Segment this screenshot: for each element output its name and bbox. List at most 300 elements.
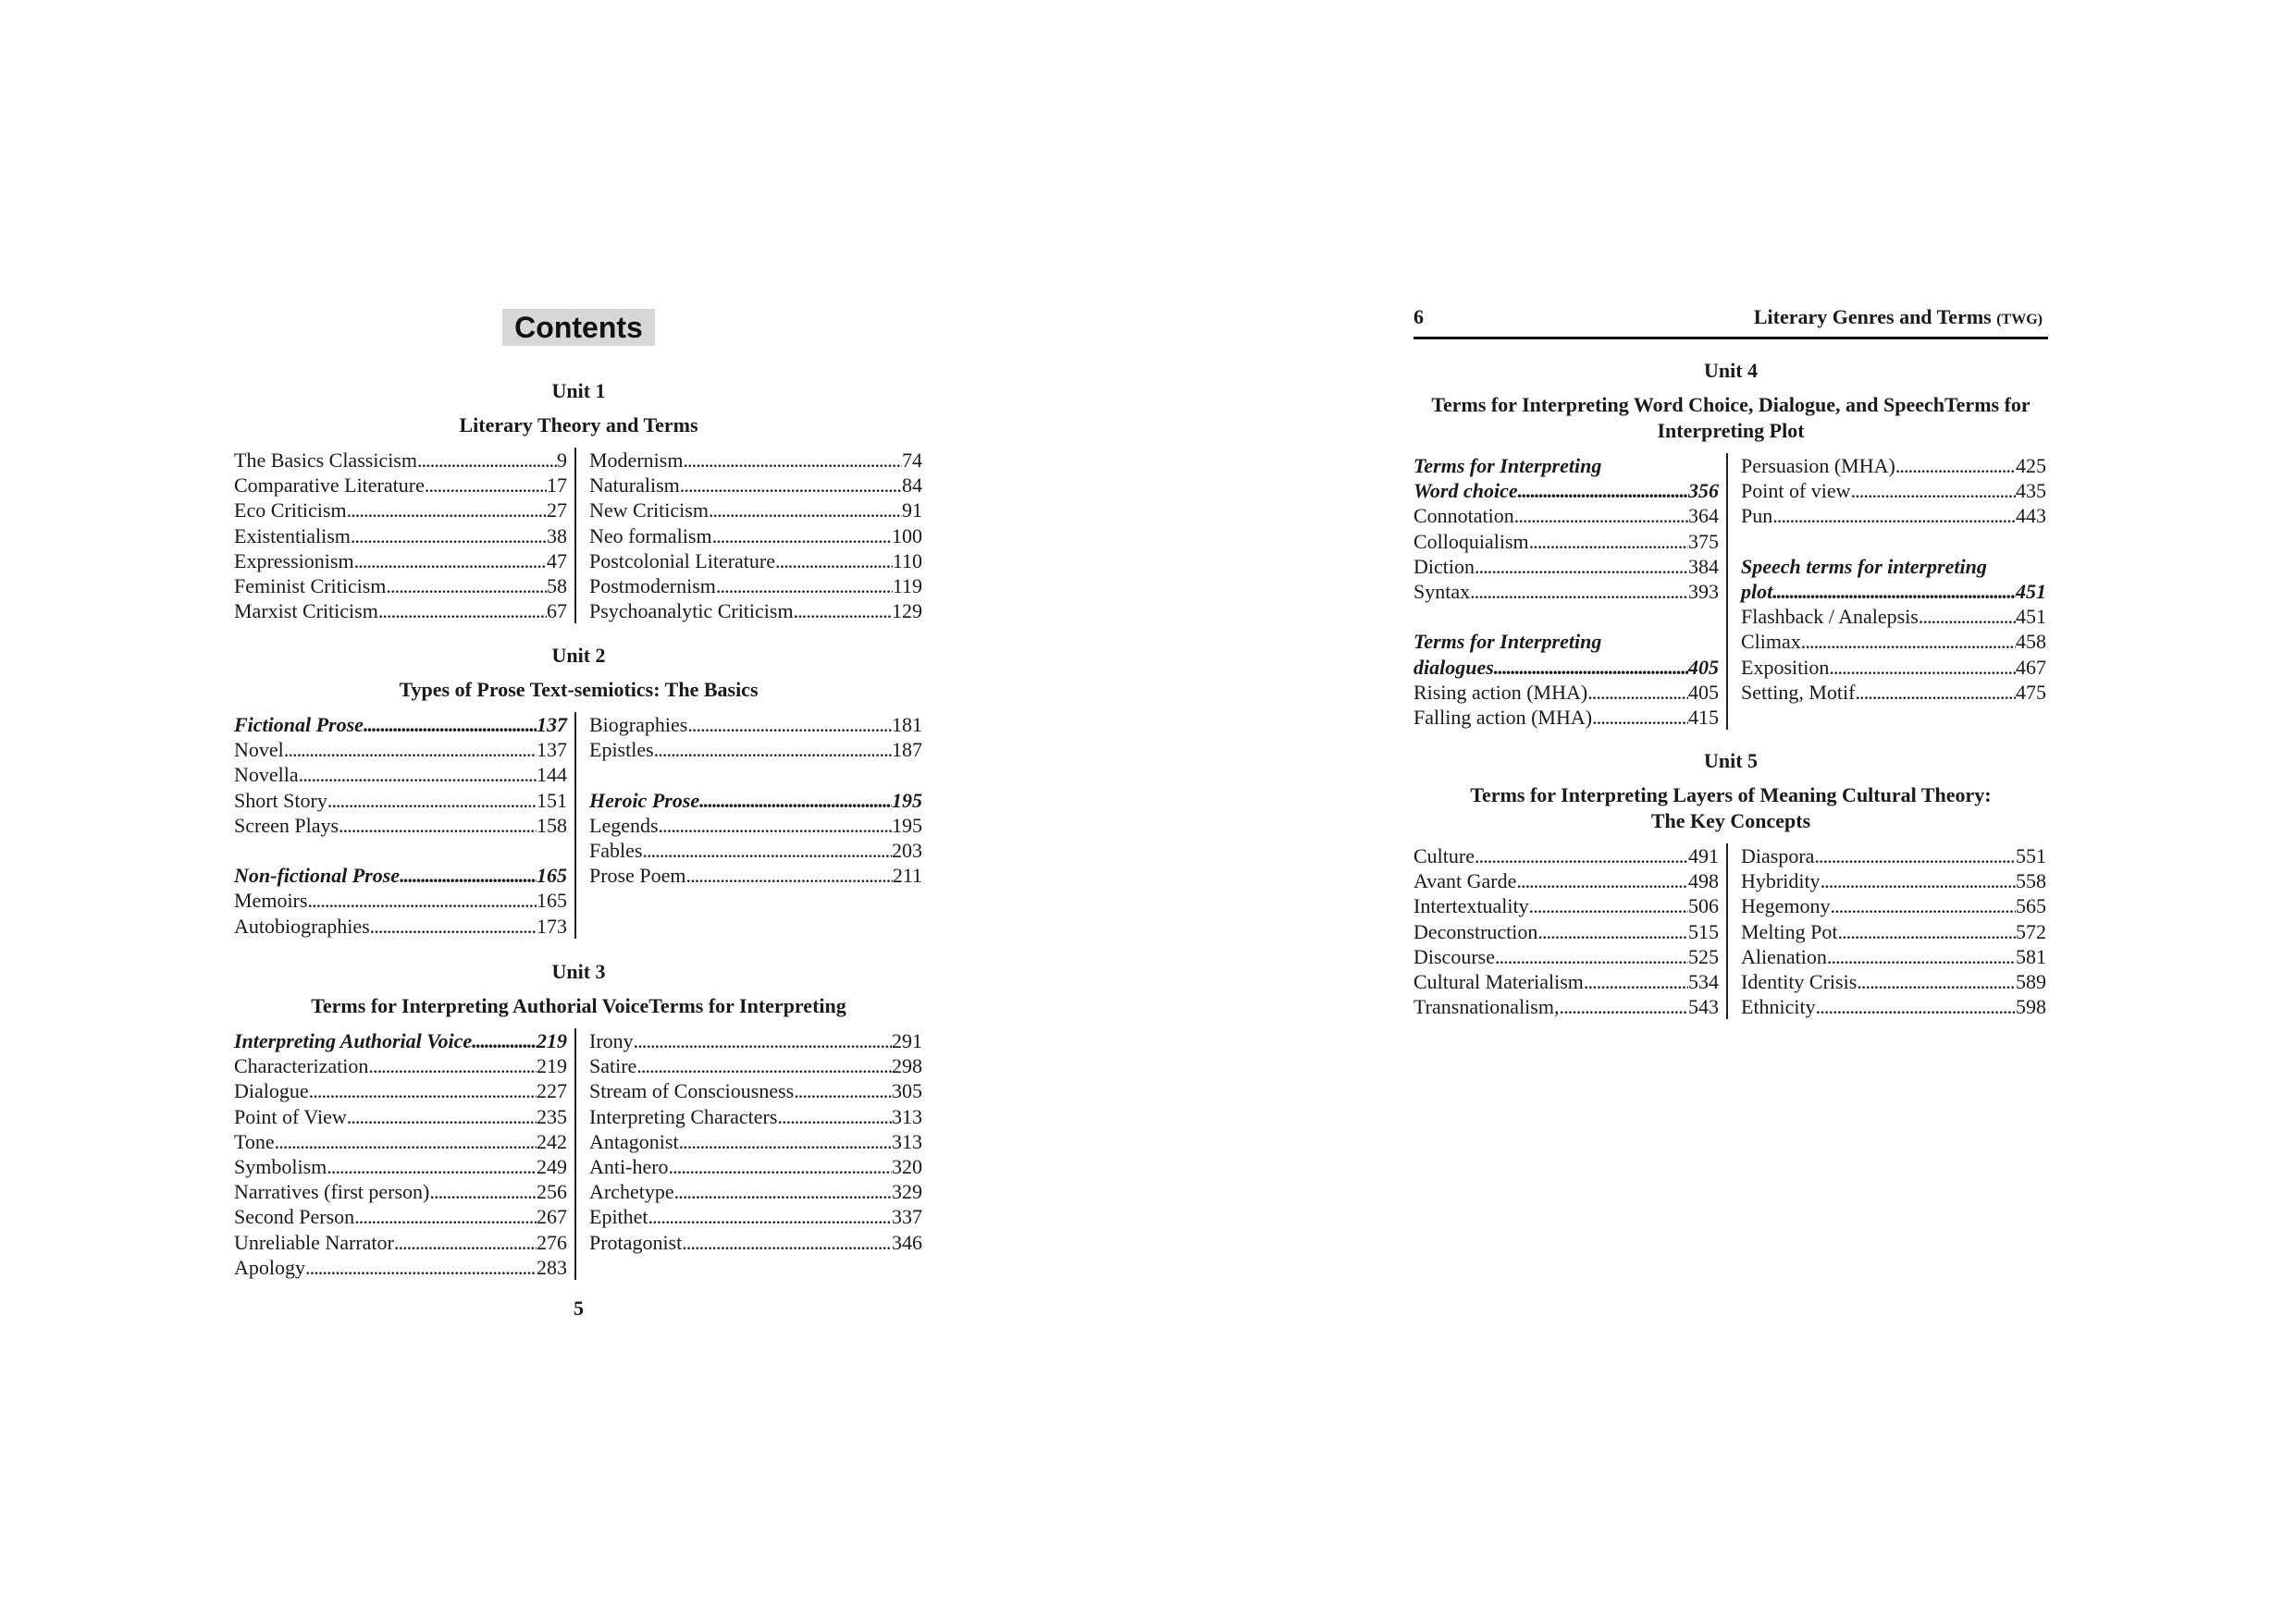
toc-page-number: 572 (2016, 919, 2046, 943)
toc-entry-title: Eco Criticism (234, 498, 347, 523)
toc-entry-title: Narratives (first person) (234, 1180, 430, 1204)
toc-page-number: 375 (1688, 529, 1719, 553)
toc-entry-title: plot (1741, 579, 1773, 603)
toc-page-number: 235 (537, 1104, 567, 1128)
dot-leader (1829, 655, 2016, 680)
toc-page-number: 384 (1688, 554, 1719, 578)
unit-3-toc (234, 1028, 923, 1280)
dot-leader (1816, 994, 2016, 1019)
toc-page-number: 291 (892, 1029, 922, 1052)
toc-entry-title: Short Story (234, 788, 327, 812)
toc-entry-title: Protagonist (589, 1230, 683, 1254)
toc-entry-title: Transnationalism, (1413, 995, 1560, 1019)
toc-entry-title: Rising action (MHA) (1413, 680, 1588, 704)
toc-entry (589, 1129, 922, 1154)
toc-entry-title: Novel (234, 738, 284, 762)
toc-page-number: 173 (537, 914, 567, 938)
toc-entry (234, 838, 567, 863)
toc-entry-title: Stream of Consciousness (589, 1079, 795, 1103)
unit-1-title: Literary Theory and Terms (459, 413, 698, 436)
dot-leader (1855, 680, 2016, 705)
toc-page-number: 598 (2016, 995, 2046, 1019)
toc-entry (589, 838, 922, 863)
dot-leader (275, 1129, 537, 1154)
unit-3-title: Terms for Interpreting Authorial VoiceTerms for Interpreting (311, 994, 846, 1017)
toc-page-number: 581 (2016, 944, 2046, 968)
dot-leader (1516, 868, 1688, 893)
toc-entry-title: Symbolism (234, 1154, 327, 1178)
toc-entry-title: Persuasion (MHA) (1741, 454, 1895, 477)
dot-leader (1801, 629, 2016, 654)
contents-title: Contents (502, 309, 655, 346)
toc-section-heading (234, 1028, 567, 1053)
toc-entry (234, 813, 567, 838)
running-title (1754, 305, 2043, 329)
toc-page-number: 195 (892, 788, 922, 812)
toc-entry-title: Unreliable Narrator (234, 1230, 394, 1254)
toc-entry-title: Neo formalism (589, 523, 712, 547)
toc-entry-title: Terms for Interpreting (1413, 630, 1602, 654)
toc-page-number: 491 (1688, 844, 1719, 867)
toc-page-number: 551 (2016, 844, 2046, 867)
toc-section-heading (589, 788, 922, 813)
toc-entry (589, 1179, 922, 1204)
toc-page-number: 256 (537, 1180, 567, 1204)
toc-entry-title: Falling action (MHA) (1413, 705, 1593, 729)
unit-3-left-column (234, 1028, 576, 1280)
toc-entry (234, 548, 567, 573)
dot-leader (1559, 994, 1688, 1019)
dot-leader (654, 737, 892, 762)
toc-entry-title: Characterization (234, 1054, 369, 1078)
toc-entry (1413, 944, 1719, 969)
toc-entry-title: Autobiographies (234, 914, 370, 938)
dot-leader (709, 498, 902, 523)
toc-entry-title: Speech terms for interpreting (1741, 554, 1987, 578)
toc-entry-title: Melting Pot (1741, 919, 1838, 943)
toc-entry (1741, 994, 2046, 1019)
toc-entry-title: Exposition (1741, 655, 1830, 679)
toc-entry (589, 473, 922, 498)
toc-page-number: 137 (537, 713, 567, 736)
toc-page-number: 219 (537, 1029, 567, 1052)
toc-entry-title: Avant Garde (1413, 869, 1517, 893)
toc-entry-title: Pun (1741, 504, 1773, 528)
toc-entry (234, 1255, 567, 1280)
unit-3-label: Unit 3 (551, 960, 606, 983)
dot-leader (327, 788, 537, 813)
dot-leader (775, 548, 893, 573)
toc-page-number: 17 (547, 473, 567, 498)
toc-page-number: 589 (2016, 969, 2046, 993)
dot-leader (1470, 579, 1688, 604)
toc-page-number: 181 (892, 713, 922, 736)
toc-entry-title: Terms for Interpreting (1413, 454, 1602, 477)
dot-leader (429, 1179, 537, 1204)
dot-leader (1537, 919, 1688, 944)
running-title-text: Literary Genres and Terms (1753, 305, 1992, 328)
toc-entry-title: Postcolonial Literature (589, 548, 775, 572)
toc-page-number: 329 (892, 1180, 922, 1204)
toc-entry (1741, 629, 2046, 654)
toc-page-number: 543 (1688, 995, 1719, 1019)
toc-entry (589, 1078, 922, 1103)
dot-leader (1851, 478, 2016, 503)
toc-entry (1741, 655, 2046, 680)
toc-entry (234, 888, 567, 913)
dot-leader (284, 737, 537, 762)
unit-5-label: Unit 5 (1703, 749, 1759, 772)
toc-entry-title: Fictional Prose (234, 713, 364, 736)
toc-entry-title: Marxist Criticism (234, 599, 378, 623)
dot-leader (1814, 843, 2016, 868)
dot-leader (1494, 655, 1688, 680)
toc-page-number: 467 (2016, 655, 2046, 679)
toc-entry (234, 1230, 567, 1255)
toc-page-number: 74 (902, 449, 922, 472)
dot-leader (682, 1230, 892, 1255)
toc-entry (234, 448, 567, 473)
toc-page-number: 298 (892, 1054, 922, 1078)
unit-1-toc (234, 448, 923, 623)
dot-leader (307, 888, 537, 913)
toc-entry (589, 1104, 922, 1129)
toc-entry (1413, 680, 1719, 705)
toc-page-number: 110 (892, 548, 922, 572)
dot-leader (686, 863, 893, 888)
dot-leader (378, 598, 547, 623)
dot-leader (1475, 843, 1688, 868)
dot-leader (1838, 919, 2016, 944)
toc-entry (1413, 604, 1719, 629)
dot-leader (1895, 453, 2016, 478)
toc-page-number: 458 (2016, 630, 2046, 654)
toc-entry (234, 1104, 567, 1129)
toc-entry-title: Climax (1741, 630, 1801, 654)
toc-entry (234, 737, 567, 762)
toc-entry-title: Alienation (1741, 944, 1827, 968)
unit-1-left-column (234, 448, 576, 623)
dot-leader (1821, 868, 2016, 893)
dot-leader (1495, 944, 1688, 969)
toc-page-number: 506 (1688, 894, 1719, 918)
page-number: 5 (574, 1297, 584, 1320)
toc-section-heading (1413, 655, 1719, 680)
dot-leader (1827, 944, 2016, 969)
toc-entry-title: Intertextuality (1413, 894, 1529, 918)
toc-entry-title: Ethnicity (1741, 995, 1816, 1019)
toc-entry (589, 498, 922, 523)
toc-entry (234, 523, 567, 548)
toc-entry-title: Legends (589, 813, 659, 837)
dot-leader (699, 788, 892, 813)
page-number: 6 (1413, 305, 1424, 328)
toc-page-number: 67 (547, 599, 567, 623)
toc-entry-title: Novella (234, 763, 299, 787)
toc-entry-title: Identity Crisis (1741, 969, 1858, 993)
toc-page-number: 195 (892, 813, 922, 837)
toc-page-number: 565 (2016, 894, 2046, 918)
unit-2-right-column (576, 712, 922, 939)
dot-leader (1772, 503, 2016, 528)
dot-leader (716, 573, 893, 598)
toc-page-number: 525 (1688, 944, 1719, 968)
dot-leader (1514, 503, 1688, 528)
toc-page-number: 58 (547, 573, 567, 597)
toc-entry (234, 1129, 567, 1154)
unit-5-right-column (1728, 843, 2046, 1019)
unit-5-title-line-2: The Key Concepts (1650, 809, 1811, 832)
toc-page-number: 313 (892, 1104, 922, 1128)
toc-entry (1741, 529, 2046, 554)
toc-entry (589, 523, 922, 548)
toc-entry-title: Diction (1413, 554, 1475, 578)
toc-entry-title: Feminist Criticism (234, 573, 387, 597)
toc-entry (234, 1154, 567, 1179)
dot-leader (794, 598, 892, 623)
toc-entry (234, 788, 567, 813)
toc-entry (234, 914, 567, 939)
toc-entry (1741, 843, 2046, 868)
toc-entry-title: New Criticism (589, 498, 709, 523)
toc-section-heading (234, 712, 567, 737)
dot-leader (309, 1078, 537, 1103)
toc-entry (1741, 604, 2046, 629)
toc-entry (1413, 893, 1719, 918)
toc-entry (1413, 529, 1719, 554)
dot-leader (777, 1104, 892, 1129)
toc-section-heading (234, 863, 567, 888)
toc-page-number: 451 (2016, 605, 2046, 629)
unit-4-right-column (1728, 453, 2046, 730)
dot-leader (712, 523, 892, 548)
toc-entry-title: Hegemony (1741, 894, 1831, 918)
toc-entry-title: Hybridity (1741, 869, 1821, 893)
dot-leader (386, 573, 547, 598)
toc-page-number: 38 (547, 523, 567, 547)
dot-leader (327, 1154, 537, 1179)
toc-page-number: 405 (1688, 655, 1719, 679)
unit-2-title: Types of Prose Text-semiotics: The Basics (399, 678, 759, 701)
toc-page-number: 425 (2016, 454, 2046, 477)
toc-entry-title: Connotation (1413, 504, 1514, 528)
dot-leader (683, 448, 902, 473)
toc-page-number: 91 (902, 498, 922, 523)
dot-leader (364, 712, 537, 737)
toc-entry-title: Word choice (1413, 479, 1518, 503)
toc-page-number: 415 (1688, 705, 1719, 729)
dot-leader (1857, 969, 2016, 994)
dot-leader (425, 473, 547, 498)
toc-page-number: 203 (892, 838, 922, 862)
toc-page-number: 534 (1688, 969, 1719, 993)
toc-page-number: 219 (537, 1054, 567, 1078)
toc-entry (1413, 994, 1719, 1019)
unit-4-title-line-1: Terms for Interpreting Word Choice, Dialogue, and SpeechTerms for (1431, 393, 2031, 416)
toc-entry-title: Irony (589, 1029, 634, 1052)
toc-page-number: 158 (537, 813, 567, 837)
toc-entry-title: Heroic Prose (589, 788, 700, 812)
running-head (1413, 305, 2048, 339)
toc-entry (234, 1053, 567, 1078)
toc-entry-title: Biographies (589, 713, 688, 736)
dot-leader (1592, 705, 1688, 730)
toc-entry (589, 573, 922, 598)
toc-entry (234, 1078, 567, 1103)
toc-page-number: 129 (892, 599, 922, 623)
toc-entry (589, 1028, 922, 1053)
dot-leader (472, 1028, 537, 1053)
toc-entry (589, 762, 922, 787)
toc-entry (234, 1179, 567, 1204)
toc-entry-title: Interpreting Authorial Voice (234, 1029, 473, 1052)
dot-leader (687, 712, 892, 737)
toc-entry-title: Point of view (1741, 479, 1851, 503)
toc-entry-title: Anti-hero (589, 1154, 669, 1178)
toc-entry (1741, 868, 2046, 893)
dot-leader (1518, 478, 1688, 503)
toc-page-number: 47 (547, 548, 567, 572)
dot-leader (354, 548, 547, 573)
dot-leader (1584, 969, 1688, 994)
toc-entry-title: Memoirs (234, 889, 308, 913)
unit-2-left-column (234, 712, 576, 939)
dot-leader (417, 448, 557, 473)
toc-section-heading (1413, 629, 1719, 654)
unit-4-left-column (1413, 453, 1728, 730)
toc-entry-title: Postmodernism (589, 573, 716, 597)
unit-1-right-column (576, 448, 922, 623)
toc-entry (589, 548, 922, 573)
dot-leader (669, 1154, 892, 1179)
dot-leader (370, 914, 537, 939)
toc-entry-title: The Basics Classicism (234, 449, 417, 472)
toc-page-number: 393 (1688, 579, 1719, 603)
dot-leader (674, 1179, 892, 1204)
toc-entry-title: Expressionism (234, 548, 354, 572)
dot-leader (1587, 680, 1688, 705)
toc-entry-title: Point of View (234, 1104, 347, 1128)
dot-leader (347, 1104, 537, 1129)
toc-entry (1413, 705, 1719, 730)
toc-entry (1413, 969, 1719, 994)
toc-entry-title: Diaspora (1741, 844, 1815, 867)
unit-2-label: Unit 2 (551, 644, 606, 667)
toc-page-number: 27 (547, 498, 567, 523)
toc-entry-title: Naturalism (589, 473, 680, 498)
unit-5-title-line-1: Terms for Interpreting Layers of Meaning Cultural Theory: (1470, 783, 1992, 806)
toc-page-number: 443 (2016, 504, 2046, 528)
toc-entry (1741, 478, 2046, 503)
toc-page-number: 242 (537, 1129, 567, 1153)
toc-entry (589, 1230, 922, 1255)
toc-entry (1413, 554, 1719, 579)
toc-entry-title: Setting, Motif (1741, 680, 1856, 704)
dot-leader (394, 1230, 537, 1255)
toc-entry (589, 737, 922, 762)
toc-page-number: 165 (537, 864, 567, 888)
toc-page-number: 276 (537, 1230, 567, 1254)
dot-leader (648, 1204, 892, 1229)
toc-entry-title: dialogues (1413, 655, 1494, 679)
toc-entry (589, 1053, 922, 1078)
toc-entry (1413, 868, 1719, 893)
dot-leader (680, 473, 902, 498)
toc-section-heading (1741, 579, 2046, 604)
toc-entry-title: Dialogue (234, 1079, 309, 1103)
toc-entry-title: Deconstruction (1413, 919, 1538, 943)
dot-leader (347, 498, 547, 523)
toc-entry (589, 863, 922, 888)
toc-page-number: 435 (2016, 479, 2046, 503)
toc-entry-title: Cultural Materialism (1413, 969, 1584, 993)
toc-page-number: 187 (892, 738, 922, 762)
toc-entry-title: Modernism (589, 449, 684, 472)
toc-entry-title: Interpreting Characters (589, 1104, 778, 1128)
toc-page-number: 137 (537, 738, 567, 762)
dot-leader (642, 838, 892, 863)
toc-entry-title: Fables (589, 838, 643, 862)
unit-1-label: Unit 1 (551, 379, 606, 402)
toc-entry-title: Screen Plays (234, 813, 339, 837)
dot-leader (1529, 529, 1688, 554)
toc-entry (589, 813, 922, 838)
toc-entry (589, 598, 922, 623)
toc-page-number: 119 (892, 573, 922, 597)
dot-leader (354, 1204, 537, 1229)
toc-entry (589, 1204, 922, 1229)
toc-entry-title: Existentialism (234, 523, 351, 547)
toc-entry-title: Flashback / Analepsis (1741, 605, 1919, 629)
toc-entry (589, 712, 922, 737)
dot-leader (1919, 604, 2016, 629)
toc-entry-title: Syntax (1413, 579, 1471, 603)
toc-entry (1741, 503, 2046, 528)
toc-entry (234, 573, 567, 598)
toc-entry (234, 1204, 567, 1229)
toc-entry-title: Psychoanalytic Criticism (589, 599, 794, 623)
toc-entry (589, 1154, 922, 1179)
toc-page-number: 100 (892, 523, 922, 547)
toc-page-number: 320 (892, 1154, 922, 1178)
toc-entry (589, 448, 922, 473)
toc-page-number: 498 (1688, 869, 1719, 893)
toc-page-number: 515 (1688, 919, 1719, 943)
toc-entry-title: Culture (1413, 844, 1475, 867)
dot-leader (1475, 554, 1688, 579)
toc-page-number: 84 (902, 473, 922, 498)
dot-leader (351, 523, 547, 548)
unit-4-title-line-2: Interpreting Plot (1657, 419, 1805, 442)
toc-entry-title: Comparative Literature (234, 473, 425, 498)
toc-entry (234, 473, 567, 498)
toc-entry-title: Colloquialism (1413, 529, 1529, 553)
toc-entry (1741, 453, 2046, 478)
dot-leader (305, 1255, 537, 1280)
toc-entry (1413, 503, 1719, 528)
toc-entry (234, 762, 567, 787)
toc-section-heading (1413, 453, 1719, 478)
toc-page-number: 337 (892, 1205, 922, 1229)
toc-entry (1741, 893, 2046, 918)
toc-page-number: 558 (2016, 869, 2046, 893)
toc-entry (1741, 944, 2046, 969)
dot-leader (368, 1053, 537, 1078)
toc-page-number: 313 (892, 1129, 922, 1153)
toc-entry-title: Epistles (589, 738, 654, 762)
dot-leader (299, 762, 537, 787)
toc-page-number: 283 (537, 1255, 567, 1279)
